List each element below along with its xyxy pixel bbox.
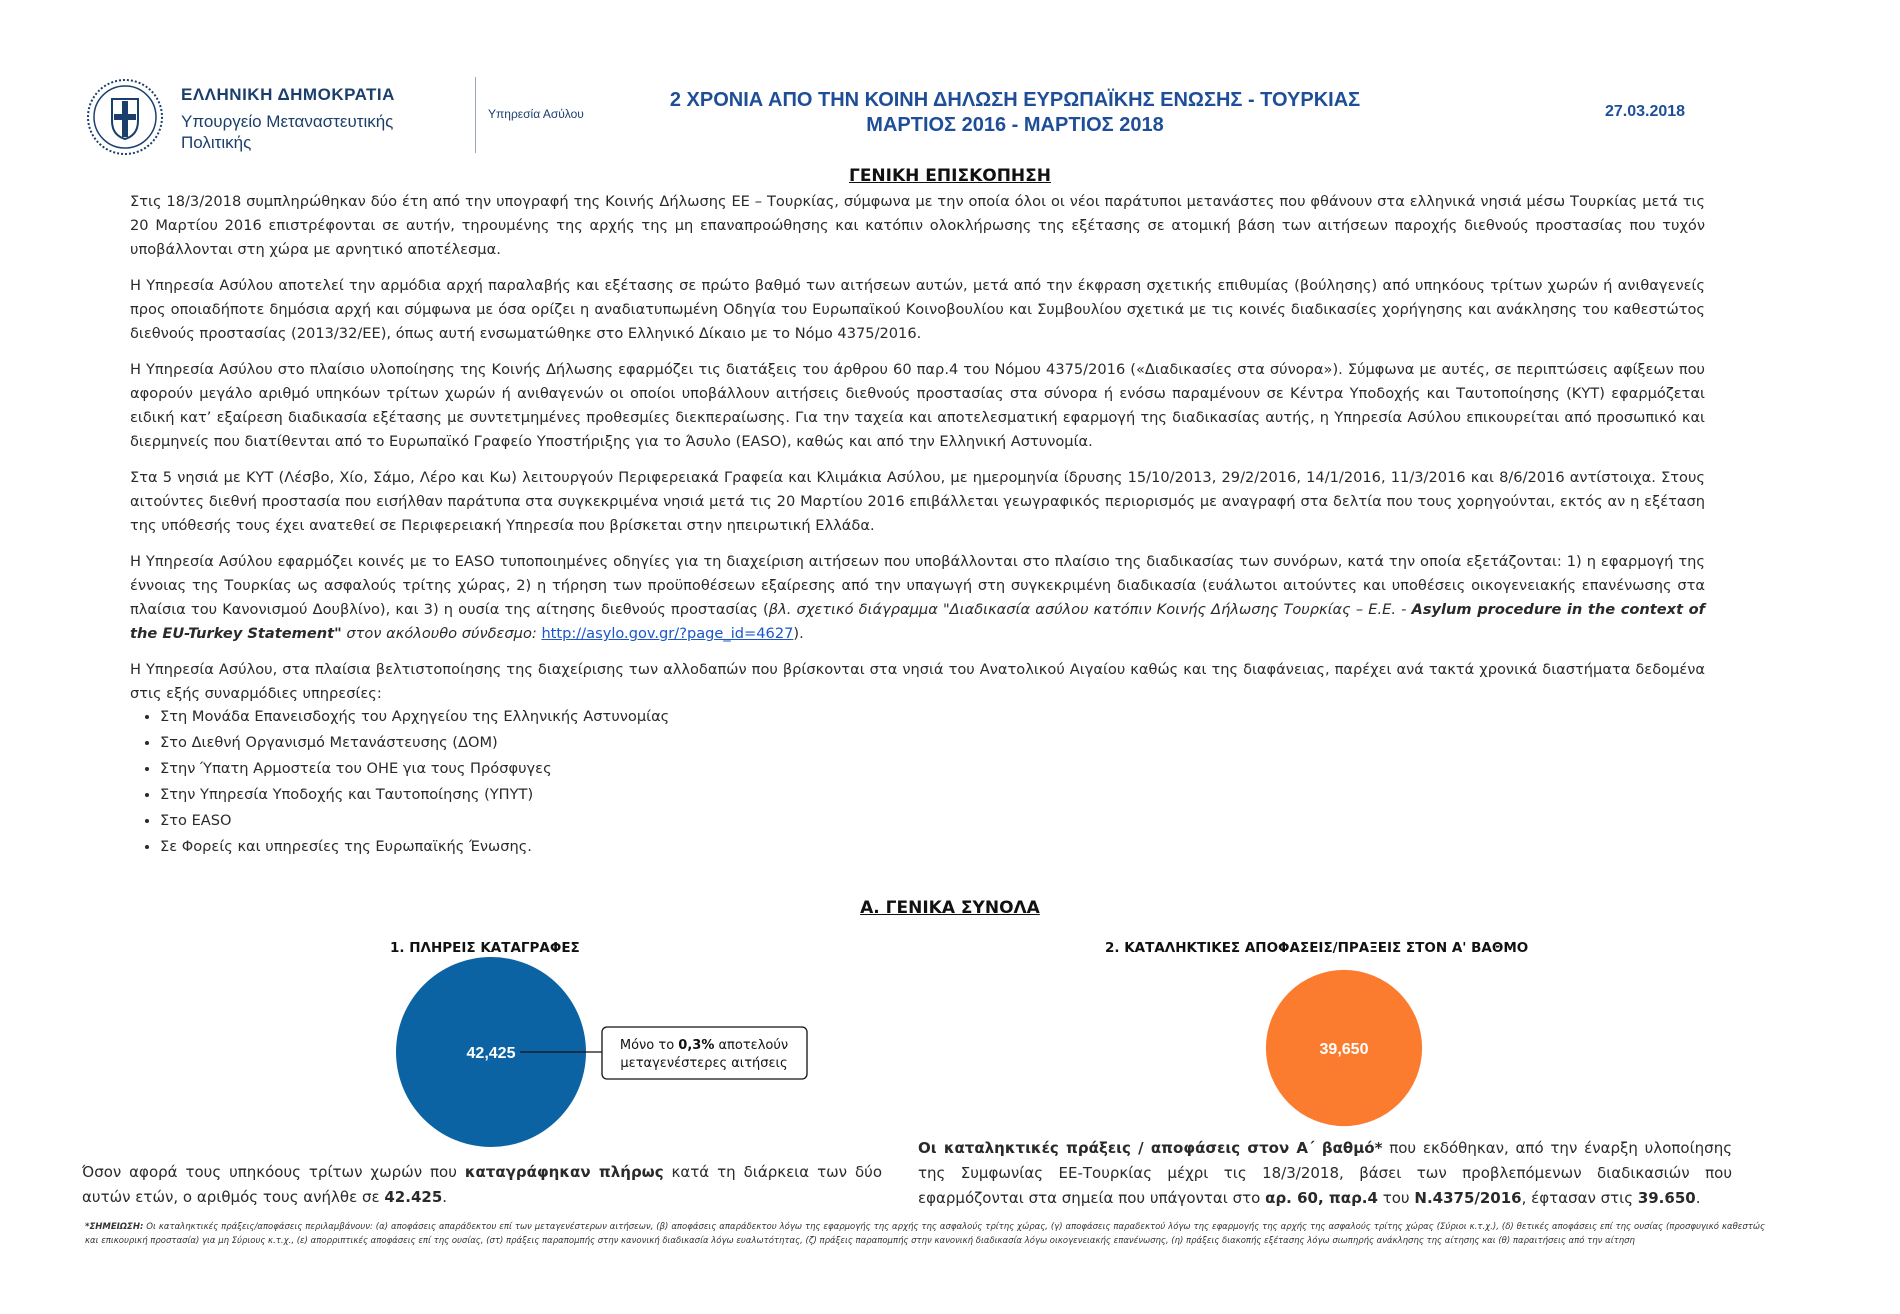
chart-2-caption: [918, 1136, 1732, 1211]
callout-line-2: μεταγενέστερες αιτήσεις: [620, 1056, 788, 1071]
caption-1-bold: καταγράφηκαν πλήρως: [464, 1163, 664, 1181]
list-item: • Στο Διεθνή Οργανισμό Μετανάστευσης (ΔΟΜ): [160, 730, 1705, 756]
caption-2-article: αρ. 60, παρ.4: [1265, 1189, 1378, 1207]
chart-1-caption: [82, 1160, 882, 1210]
paragraph-1: Στις 18/3/2018 συμπληρώθηκαν δύο έτη από την υπογραφή της Κοινής Δήλωσης ΕΕ – Τουρκίας, σύμφωνα με την οποία όλοι οι νέοι παράτυποι μετανάστες που φθάνουν στα ελληνικά νησιά μέσω Τουρκίας μετά τις 20 Μαρτίου 2016 επιστρέφονται σε αυτήν, τηρουμένης της αρχής της μη επαναπροώθησης και κατόπιν ολοκλήρωσης της εξέτασης σε ατομική βάση των αιτήσεων παροχής διεθνούς προστασίας που τυχόν υποβάλλονται στη χώρα με αρνητικό αποτέλεσμα.: [130, 193, 1705, 258]
document-date: 27.03.2018: [1605, 103, 1686, 120]
paragraph-5-italic: βλ. σχετικό διάγραμμα "Διαδικασία ασύλου κατόπιν Κοινής Δήλωσης Τουρκίας – Ε.Ε. -: [768, 601, 1412, 618]
caption-2-text-3: , έφτασαν στις: [1521, 1189, 1638, 1207]
republic-name: ΕΛΛΗΝΙΚΗ ΔΗΜΟΚΡΑΤΙΑ: [181, 85, 395, 104]
caption-2-end: .: [1695, 1189, 1701, 1207]
paragraph-5-text: Η Υπηρεσία Ασύλου εφαρμόζει κοινές με το EASO τυποποιημένες οδηγίες για τη διαχείριση αιτήσεων που υποβάλλονται στο πλαίσιο της διαδικασίας των συνόρων, κατά την οποία εξετάζονται: 1) η εφαρμογή της έννοιας της Τουρκίας ως ασφαλούς τρίτης χώρας, 2) η τήρηση των προϋποθέσεων εξαίρεσης από την υπαγωγή στη συγκεκριμένη διαδικασία (ευάλωτοι αιτούντες και υποθέσεις οικογενειακής επανένωσης στα πλαίσια του Κανονισμού Δουβλίνο), και 3) η ουσία της αίτησης διεθνούς προστασίας (: [130, 553, 1705, 618]
caption-2-text-2: του: [1377, 1189, 1415, 1207]
footnote-text: Οι καταληκτικές πράξεις/αποφάσεις περιλαμβάνουν: (α) αποφάσεις απαράδεκτου επί των μεταγενέστερων αιτήσεων, (β) αποφάσεις απαράδεκτου λόγω της εφαρμογής της αρχής της ασφαλούς τρίτης χώρας, (γ) αποφάσεις παραδεκτού λόγω της εφαρμογής της αρχής της ασφαλούς τρίτης χώρας (Σύριοι κ.τ.χ.), (δ) θετικές αποφάσεις επί της ουσίας (προσφυγικό καθεστώς και επικουρική προστασία) για μη Σύριους κ.τ.χ., (ε) απορριπτικές αποφάσεις επί της ουσίας, (στ) πράξεις παραπομπής στην κανονική διαδικασία λόγω ευαλωτότητας, (ζ) πράξεις παραπομπής στην κανονική διαδικασία λόγω οικογενειακής επανένωσης, (η) πράξεις διακοπής εξέτασης λόγω σιωπηρής ανάκλησης της αίτησης και (θ) παραιτήσεις από την αίτηση: [85, 1222, 1765, 1246]
callout-post: αποτελούν: [714, 1038, 789, 1053]
paragraph-3: Η Υπηρεσία Ασύλου στο πλαίσιο υλοποίησης της Κοινής Δήλωσης εφαρμόζει τις διατάξεις του άρθρου 60 παρ.4 του Νόμου 4375/2016 («Διαδικασίες στα σύνορα»). Σύμφωνα με αυτές, σε περιπτώσεις αφίξεων που αφορούν μεγάλο αριθμό υπηκόων τρίτων χωρών ή ανιθαγενών οι οποίοι υποβάλλουν αιτήσεις διεθνούς προστασίας στα σύνορα ή ενόσω παραμένουν σε Κέντρα Υποδοχής και Ταυτοποίησης (ΚΥΤ) εφαρμόζεται ειδική κατ’ εξαίρεση διαδικασία εξέτασης με συντετμημένες προθεσμίες διεκπεραίωσης. Για την ταχεία και αποτελεσματική εφαρμογή της διαδικασίας αυτής, η Υπηρεσία Ασύλου επικουρείται από προσωπικό και διερμηνείς που διατίθενται από το Ευρωπαϊκό Γραφείο Υποστήριξης για το Άσυλο (EASO), καθώς και από την Ελληνική Αστυνομία.: [130, 361, 1705, 450]
caption-2-text: που εκδόθηκαν, από την έναρξη υλοποίησης της Συμφωνίας ΕΕ-Τουρκίας μέχρι τις 18/3/2018, βάσει των προβλεπόμενων διαδικασιών που εφαρμόζονται στα σημεία που υπάγονται στο: [918, 1139, 1733, 1207]
paragraph-2: Η Υπηρεσία Ασύλου αποτελεί την αρμόδια αρχή παραλαβής και εξέτασης σε πρώτο βαθμό των αιτήσεων αυτών, μετά από την έκφραση σχετικής επιθυμίας (βούλησης) από υπηκόους τρίτων χωρών ή ανιθαγενείς προς οποιαδήποτε δημόσια αρχή και σύμφωνα με όσα ορίζει η αναδιατυπωμένη Οδηγία του Ευρωπαϊκού Κοινοβουλίου και Συμβουλίου σχετικά με τις κοινές διαδικασίες χορήγησης και ανάκλησης του καθεστώτος διεθνούς προστασίας (2013/32/ΕΕ), όπως αυτή ενσωματώθηκε στο Ελληνικό Δίκαιο με το Νόμο 4375/2016.: [130, 277, 1705, 342]
list-item: • Στην Ύπατη Αρμοστεία του ΟΗΕ για τους Πρόσφυγες: [160, 756, 1705, 782]
title-line-2: ΜΑΡΤΙΟΣ 2016 - ΜΑΡΤΙΟΣ 2018: [866, 114, 1164, 136]
callout-percent: 0,3%: [678, 1038, 715, 1053]
overview-heading: ΓΕΝΙΚΗ ΕΠΙΣΚΟΠΗΣΗ: [848, 166, 1052, 186]
totals-heading: Α. ΓΕΝΙΚΑ ΣΥΝΟΛΑ: [860, 898, 1040, 918]
chart-2-title: 2. ΚΑΤΑΛΗΚΤΙΚΕΣ ΑΠΟΦΑΣΕΙΣ/ΠΡΑΞΕΙΣ ΣΤΟΝ Α' ΒΑΘΜΟ: [1105, 940, 1529, 956]
callout-pre: Μόνο το: [619, 1038, 679, 1053]
list-item: • Στην Υπηρεσία Υποδοχής και Ταυτοποίησης (ΥΠΥΤ): [160, 782, 1705, 808]
chart-2-value-label: 39,650: [1319, 1041, 1369, 1058]
list-item: • Σε Φορείς και υπηρεσίες της Ευρωπαϊκής Ένωσης.: [160, 834, 1705, 860]
caption-1-text: Όσον αφορά τους υπηκόους τρίτων χωρών που: [82, 1163, 465, 1181]
caption-1-end: .: [442, 1188, 448, 1206]
caption-2-bold: Οι καταληκτικές πράξεις / αποφάσεις στον Α΄ βαθμό*: [918, 1139, 1383, 1157]
asylum-procedure-link[interactable]: http://asylo.gov.gr/?page_id=4627: [541, 625, 794, 642]
service-name: Υπηρεσία Ασύλου: [488, 107, 584, 121]
paragraph-4: Στα 5 νησιά με ΚΥΤ (Λέσβο, Χίο, Σάμο, Λέρο και Κω) λειτουργούν Περιφερειακά Γραφεία και Κλιμάκια Ασύλου, με ημερομηνία ίδρυσης 15/10/2013, 29/2/2016, 14/1/2016, 11/3/2016 και 8/6/2016 αντίστοιχα. Στους αιτούντες διεθνή προστασία που εισήλθαν παράτυπα στα συγκεκριμένα νησιά μετά τις 20 Μαρτίου 2016 επιβάλλεται γεωγραφικός περιορισμός με αναγραφή στα δελτία που τους χορηγούνται, εκτός αν η εξέταση της υπόθεσής τους έχει ανατεθεί σε Περιφερειακή Υπηρεσία που βρίσκεται στην ηπειρωτική Ελλάδα.: [130, 469, 1705, 534]
paragraph-6: Η Υπηρεσία Ασύλου, στα πλαίσια βελτιστοποίησης της διαχείρισης των αλλοδαπών που βρίσκονται στα νησιά του Ανατολικού Αιγαίου καθώς και της διαφάνειας, παρέχει ανά τακτά χρονικά διαστήματα δεδομένα στις εξής συναρμόδιες υπηρεσίες:: [130, 661, 1705, 702]
caption-2-value: 39.650: [1637, 1189, 1696, 1207]
callout-line-1: [620, 1038, 788, 1053]
chart-1-title: 1. ΠΛΗΡΕΙΣ ΚΑΤΑΓΡΑΦΕΣ: [390, 940, 580, 956]
footnote: [85, 1220, 1765, 1248]
list-item: • Στο EASO: [160, 808, 1705, 834]
footnote-label: *ΣΗΜΕΙΩΣΗ:: [85, 1222, 144, 1232]
ministry-name: Υπουργείο Μεταναστευτικής Πολιτικής: [181, 112, 394, 152]
list-item: • Στη Μονάδα Επανεισδοχής του Αρχηγείου της Ελληνικής Αστυνομίας: [160, 704, 1705, 730]
caption-1-value: 42.425: [384, 1188, 443, 1206]
title-line-1: 2 ΧΡΟΝΙΑ ΑΠΟ ΤΗΝ ΚΟΙΝΗ ΔΗΛΩΣΗ ΕΥΡΩΠΑΪΚΗΣ ΕΝΩΣΗΣ - ΤΟΥΡΚΙΑΣ: [669, 89, 1361, 111]
paragraph-5-end: ).: [793, 625, 804, 642]
callout-box: [602, 1027, 807, 1079]
caption-2-law: Ν.4375/2016: [1414, 1189, 1522, 1207]
paragraph-5-italic-2: στον ακόλουθο σύνδεσμο:: [341, 625, 542, 642]
chart-1-value-label: 42,425: [466, 1045, 516, 1062]
paragraph-5-bold-italic: Asylum procedure in the context of the EU-Turkey Statement": [130, 601, 1705, 642]
caption-1-text-2: κατά τη διάρκεια των δύο αυτών ετών, ο αριθμός τους ανήλθε σε: [82, 1163, 882, 1206]
